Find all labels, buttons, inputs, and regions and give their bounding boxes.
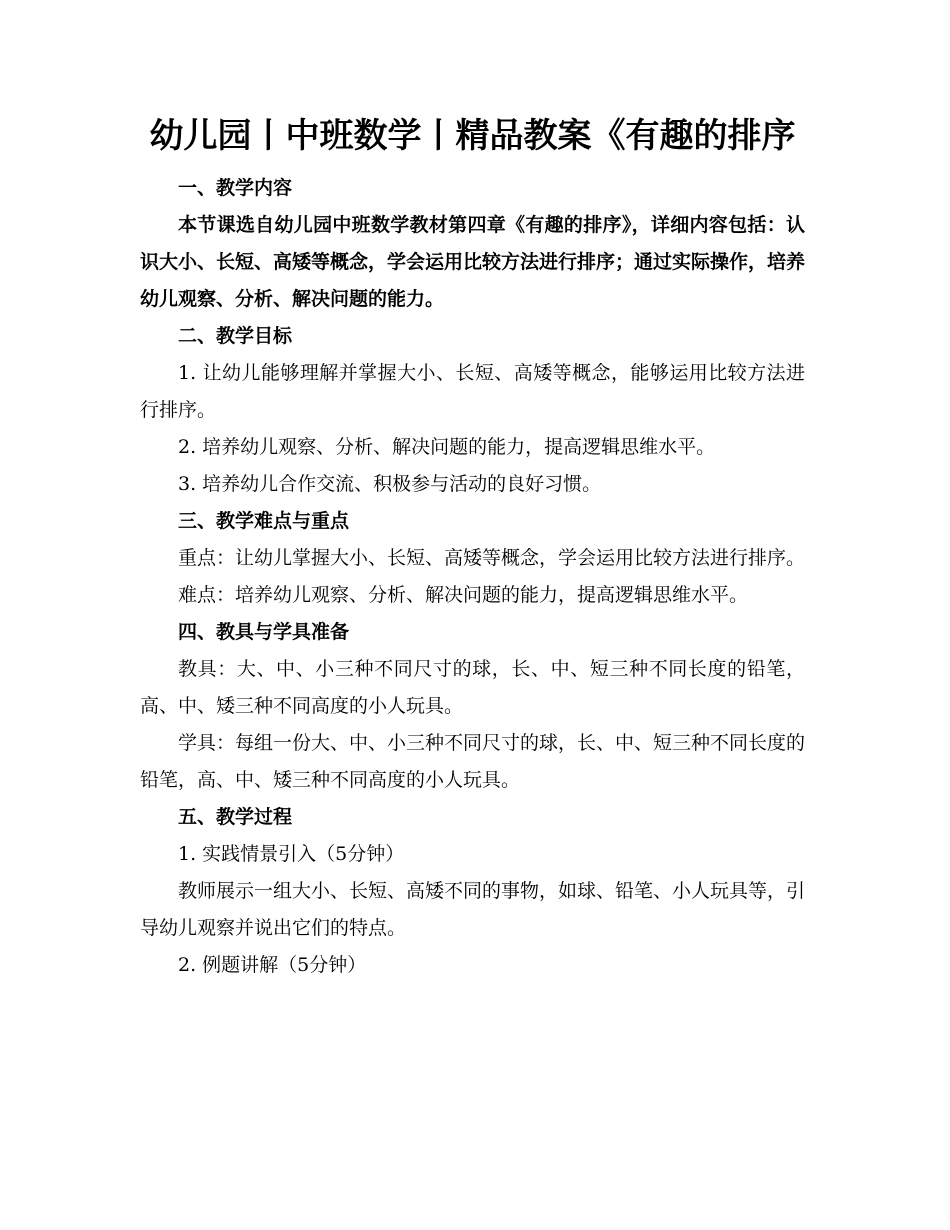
section-heading: 五、教学过程 [178,806,293,828]
section-teaching-process [140,799,805,984]
section-heading: 一、教学内容 [178,177,293,199]
section-paragraph: 教具：大、中、小三种不同尺寸的球，长、中、短三种不同长度的铅笔，高、中、矮三种不同高度的小人玩具。 [140,658,805,717]
document-page [140,110,805,984]
section-teaching-goals [140,318,805,503]
section-key-points [140,503,805,614]
section-paragraph: 学具：每组一份大、中、小三种不同尺寸的球，长、中、短三种不同长度的铅笔，高、中、矮三种不同高度的小人玩具。 [140,732,806,791]
section-paragraph: 重点：让幼儿掌握大小、长短、高矮等概念，学会运用比较方法进行排序。 [178,547,806,569]
section-paragraph: 3. 培养幼儿合作交流、积极参与活动的良好习惯。 [178,473,602,495]
section-paragraph: 2. 例题讲解（5分钟） [178,954,367,976]
section-paragraph: 2. 培养幼儿观察、分析、解决问题的能力，提高逻辑思维水平。 [178,436,716,458]
section-paragraph: 本节课选自幼儿园中班数学教材第四章《有趣的排序》，详细内容包括：认识大小、长短、高矮等概念，学会运用比较方法进行排序；通过实际操作，培养幼儿观察、分析、解决问题的能力。 [140,214,806,310]
section-paragraph: 1. 实践情景引入（5分钟） [178,843,405,865]
section-paragraph: 难点：培养幼儿观察、分析、解决问题的能力，提高逻辑思维水平。 [178,584,749,606]
section-heading: 三、教学难点与重点 [178,510,350,532]
section-heading: 二、教学目标 [178,325,293,347]
document-title: 幼儿园丨中班数学丨精品教案《有趣的排序 [149,116,796,156]
section-paragraph: 1. 让幼儿能够理解并掌握大小、长短、高矮等概念，能够运用比较方法进行排序。 [140,362,805,421]
section-heading: 四、教具与学具准备 [178,621,350,643]
section-teaching-content [140,170,805,318]
section-materials [140,614,805,799]
section-paragraph: 教师展示一组大小、长短、高矮不同的事物，如球、铅笔、小人玩具等，引导幼儿观察并说出它们的特点。 [140,880,806,939]
